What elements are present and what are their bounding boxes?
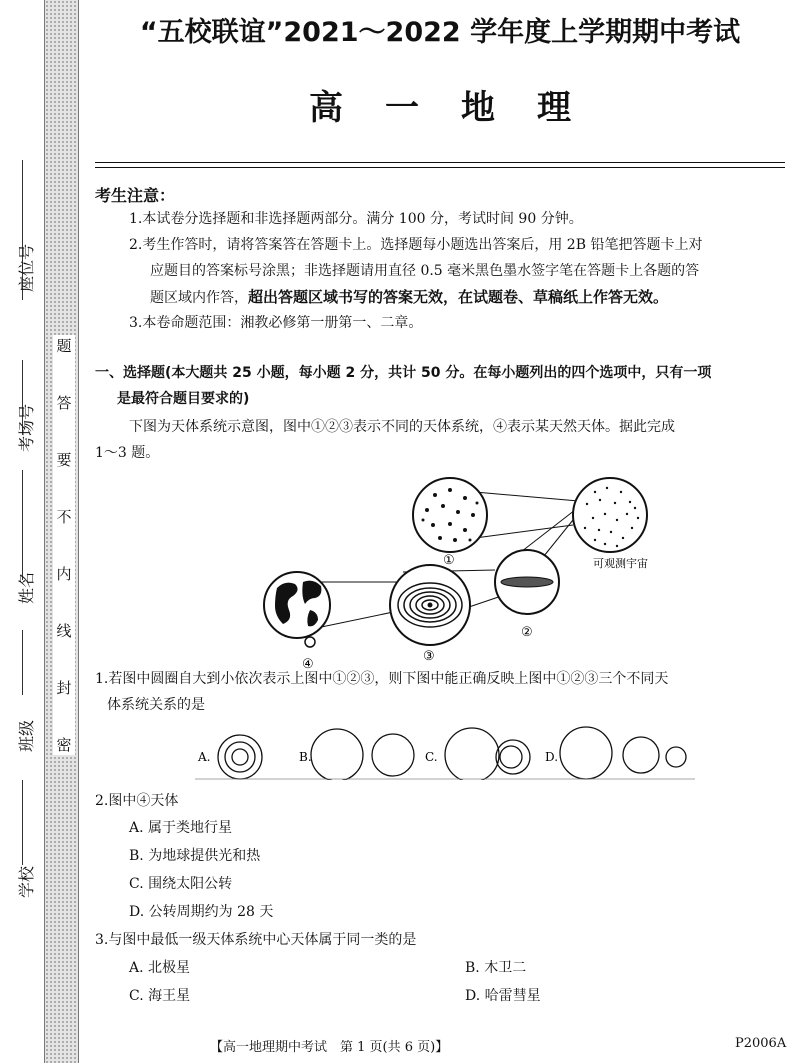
notice-item-2: 2.考生作答时，请将答案答在答题卡上。选择题每小题选出答案后，用 2B 铅笔把答题卡上对 — [129, 237, 703, 253]
section-heading: 一、选择题(本大题共 25 小题，每小题 2 分，共计 50 分。在每小题列出的四个选项中，只有一项 — [95, 365, 712, 381]
exam-subject: 高一地理 — [309, 88, 613, 128]
section-heading-cont: 是最符合题目要求的) — [117, 391, 250, 407]
notice-emphasis: 超出答题区域书写的答案无效，在试题卷、草稿纸上作答无效。 — [248, 288, 669, 306]
question-3-option-d[interactable]: D. 哈雷彗星 — [465, 988, 541, 1004]
notice-item-3: 3.本卷命题范围：湘教必修第一册第一、二章。 — [129, 315, 423, 331]
galaxy-circle — [495, 550, 559, 614]
room-label: 考场号 — [17, 403, 36, 452]
seal-char: 线 — [56, 622, 72, 640]
notice-item-2-cont: 应题目的答案标号涂黑；非选择题请用直径 0.5 毫米黑色墨水签字笔在答题卡上各题的答 — [150, 263, 700, 279]
question-2-option-d[interactable]: D. 公转周期约为 28 天 — [129, 904, 274, 920]
label-2: ② — [521, 625, 533, 640]
seal-char: 题 — [56, 337, 72, 355]
question-3-option-c[interactable]: C. 海王星 — [129, 988, 191, 1004]
school-blank-line[interactable] — [22, 780, 23, 865]
label-4: ④ — [302, 657, 314, 670]
celestial-system-figure — [255, 470, 725, 670]
seal-char: 要 — [56, 451, 72, 469]
question-1-options-figure — [195, 725, 695, 780]
notice-item-2-cont2 — [150, 284, 668, 311]
intro-text: 下图为天体系统示意图，图中①②③表示不同的天体系统，④表示某天然天体。据此完成 — [129, 419, 675, 435]
exam-title: “五校联谊”2021～2022 学年度上学期期中考试 — [139, 17, 741, 48]
name-blank-line[interactable] — [22, 470, 23, 580]
seal-char: 封 — [56, 679, 72, 697]
seal-line-notice — [53, 335, 75, 755]
paper-code: P2006A — [735, 1036, 787, 1051]
class-label: 班级 — [17, 719, 36, 752]
name-label: 姓名 — [17, 571, 36, 604]
question-3-option-a[interactable]: A. 北极星 — [129, 960, 191, 976]
page-footer: 【高一地理期中考试 第 1 页(共 6 页)】 — [210, 1040, 449, 1055]
divider — [95, 162, 785, 163]
question-3-stem: 3.与图中最低一级天体系统中心天体属于同一类的是 — [95, 932, 417, 948]
option-b-circles — [311, 729, 414, 780]
galaxy-cluster-circle — [413, 478, 487, 552]
moon-circle — [305, 637, 315, 647]
option-a-label: A. — [198, 750, 211, 764]
universe-label: 可观测宇宙 — [593, 557, 648, 570]
earth-circle — [264, 572, 330, 638]
question-2-stem: 2.图中④天体 — [95, 793, 179, 809]
option-c-circles — [445, 728, 530, 780]
question-1-stem: 1.若图中圆圈自大到小依次表示上图中①②③，则下图中能正确反映上图中①②③三个不同天 — [95, 671, 669, 687]
question-3-option-b[interactable]: B. 木卫二 — [465, 960, 527, 976]
question-1-stem-cont: 体系统关系的是 — [107, 697, 205, 713]
option-b-label: B. — [299, 750, 312, 764]
seal-char: 内 — [56, 565, 72, 583]
option-d-label: D. — [545, 750, 559, 764]
notice-text: 题区域内作答， — [150, 290, 248, 306]
solar-system-circle — [390, 565, 470, 645]
class-blank-line[interactable] — [22, 630, 23, 695]
seal-char: 密 — [56, 736, 72, 754]
option-d-circles — [560, 727, 686, 779]
seal-char: 不 — [56, 508, 72, 526]
seat-label: 座位号 — [17, 243, 36, 292]
school-label: 学校 — [17, 865, 36, 898]
notice-title: 考生注意： — [95, 186, 176, 205]
option-c-label: C. — [425, 750, 438, 764]
question-2-option-b[interactable]: B. 为地球提供光和热 — [129, 848, 261, 864]
divider — [95, 167, 785, 168]
option-a-circles — [218, 735, 262, 779]
intro-text-cont: 1～3 题。 — [95, 445, 160, 461]
seal-char: 答 — [56, 394, 72, 412]
observable-universe-circle — [573, 478, 647, 552]
notice-item-1: 1.本试卷分选择题和非选择题两部分。满分 100 分，考试时间 90 分钟。 — [129, 211, 583, 227]
label-1: ① — [443, 553, 455, 568]
question-2-option-a[interactable]: A. 属于类地行星 — [129, 820, 233, 836]
label-3: ③ — [423, 649, 435, 664]
question-2-option-c[interactable]: C. 围绕太阳公转 — [129, 876, 233, 892]
